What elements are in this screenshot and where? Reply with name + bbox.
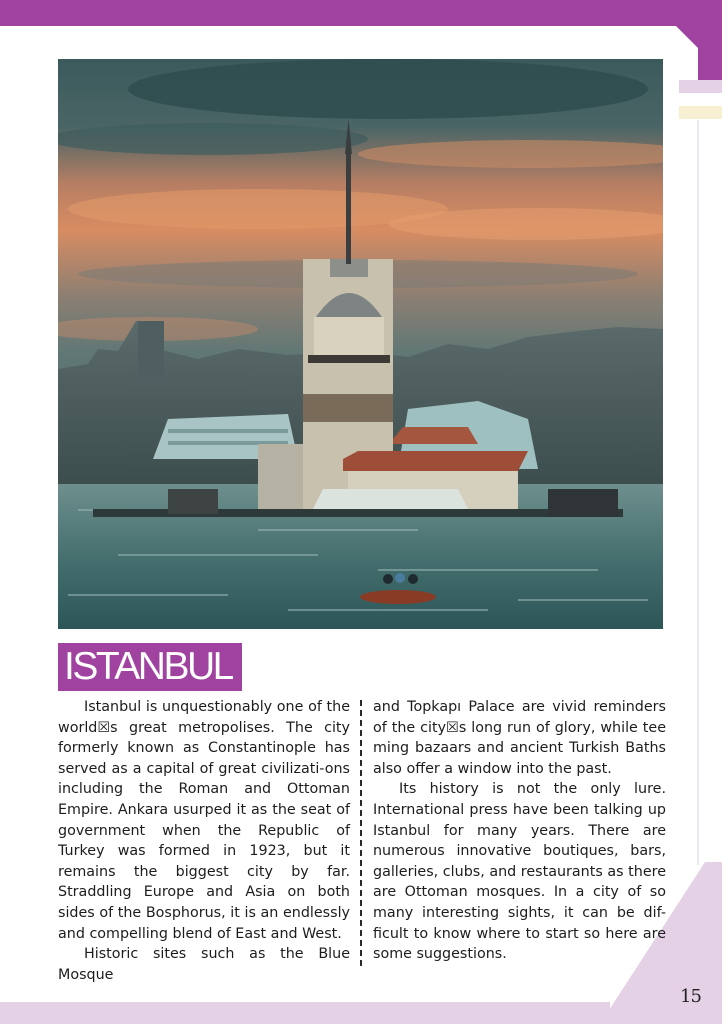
paragraph: Historic sites such as the Blue Mosque (58, 946, 350, 983)
paragraph: and Topkapı Palace are vivid reminders of the city☒s long run of glory, while tee ming bazaars and ancient Turkish Baths also offer a window into the past. (373, 699, 666, 777)
right-text-column (373, 697, 666, 965)
right-edge-line (697, 120, 699, 865)
bottom-decorative-band (0, 1002, 610, 1024)
page-number: 15 (680, 986, 701, 1007)
article-title-box (58, 643, 242, 691)
maidens-tower-photo (58, 59, 663, 629)
paragraph: Its history is not the only lure. International press have been talking up Istanbul for many years. There are numerous innovative boutiques, bars, galleries, clubs, and restaurants as there are Ottoman mosques. In a city of so many interesting sights, it can be dif-ficult to know where to start so here are some suggestions. (373, 781, 666, 963)
column-divider (360, 700, 362, 966)
left-text-column (58, 697, 350, 985)
side-decorative-marks (679, 80, 722, 120)
paragraph: Istanbul is unquestionably one of the world☒s great metropolises. The city formerly known as Constantinople has served as a capital of great civilizati-ons including the Roman and Ottoman Empire. Ankara usurped it as the seat of government when the Republic of Turkey was formed in 1923, but it remains the biggest city by far. Straddling Europe and Asia on both sides of the Bosphorus, it is an endlessly and compelling blend of East and West. (58, 699, 350, 942)
article-title: ISTANBUL (64, 645, 232, 688)
